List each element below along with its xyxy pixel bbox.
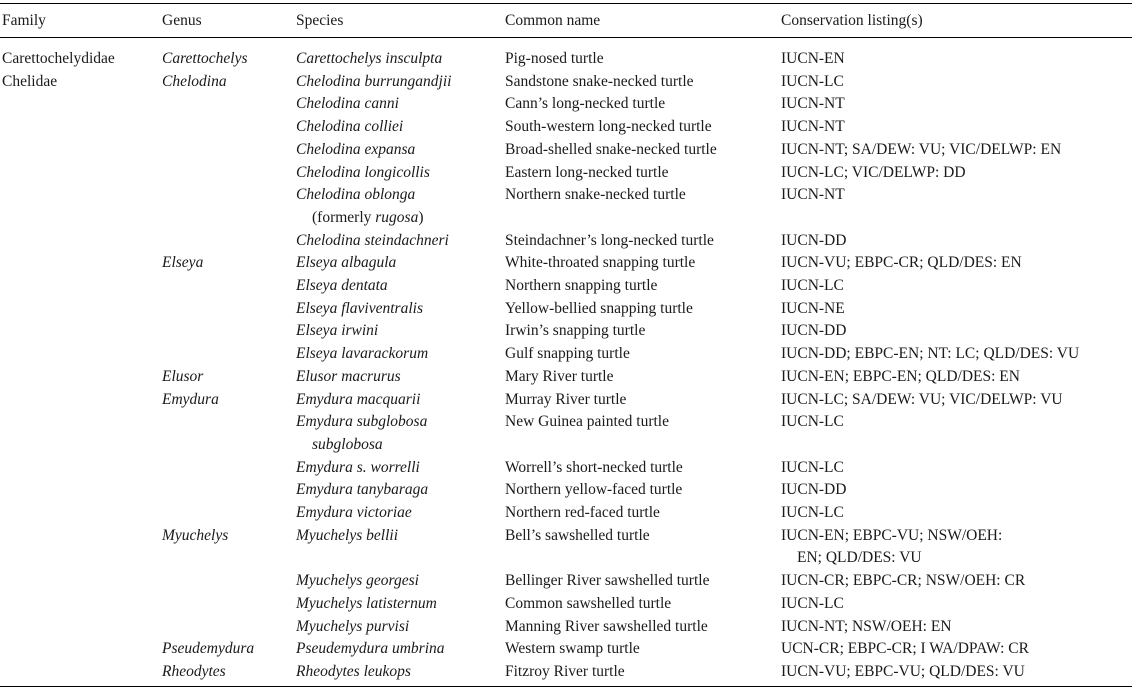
family-cell <box>0 184 160 229</box>
conservation-listing: IUCN-LC <box>781 504 844 522</box>
family-name: Chelidae <box>2 72 58 90</box>
family-cell <box>0 116 160 139</box>
conservation-listing-cell <box>779 38 1132 71</box>
conservation-listing-cell <box>779 343 1132 366</box>
common-name: Steindachner’s long-necked turtle <box>505 231 714 249</box>
table-row <box>0 116 1132 139</box>
common-name-cell <box>503 661 779 684</box>
family-cell <box>0 343 160 366</box>
header-species: Species <box>296 11 344 29</box>
conservation-listing-cell <box>779 525 1132 570</box>
common-name-cell <box>503 570 779 593</box>
table-row <box>0 661 1132 684</box>
family-cell <box>0 616 160 639</box>
common-name-cell <box>503 638 779 661</box>
conservation-listing: IUCN-LC <box>781 594 844 612</box>
table-row <box>0 93 1132 116</box>
conservation-listing: IUCN-LC <box>781 413 844 431</box>
table-row <box>0 298 1132 321</box>
genus-cell <box>160 593 294 616</box>
common-name: Yellow-bellied snapping turtle <box>505 299 693 317</box>
species-name: Emydura subglobosa <box>296 413 428 431</box>
conservation-listing-cell <box>779 616 1132 639</box>
genus-cell <box>160 252 294 275</box>
species-note <box>296 207 503 230</box>
common-name: Common sawshelled turtle <box>505 594 672 612</box>
family-cell <box>0 275 160 298</box>
genus-name: Rheodytes <box>162 662 226 680</box>
common-name-cell <box>503 343 779 366</box>
common-name-cell <box>503 320 779 343</box>
genus-cell <box>160 525 294 570</box>
family-cell <box>0 320 160 343</box>
species-name: Elseya albagula <box>296 254 397 272</box>
conservation-listing-cell <box>779 366 1132 389</box>
species-name: Pseudemydura umbrina <box>296 640 445 658</box>
species-note-italic: rugosa <box>375 208 419 226</box>
genus-cell <box>160 457 294 480</box>
species-name: Rheodytes leukops <box>296 662 411 680</box>
species-cell <box>294 38 503 71</box>
table-row <box>0 162 1132 185</box>
family-cell <box>0 252 160 275</box>
table-row <box>0 502 1132 525</box>
genus-cell <box>160 389 294 412</box>
conservation-listing-cell <box>779 71 1132 94</box>
species-cell <box>294 502 503 525</box>
table-body <box>0 38 1132 684</box>
conservation-listing: IUCN-LC <box>781 72 844 90</box>
table-row <box>0 252 1132 275</box>
common-name: White-throated snapping turtle <box>505 254 696 272</box>
conservation-listing-cell <box>779 230 1132 253</box>
conservation-listing: IUCN-DD; EBPC-EN; NT: LC; QLD/DES: VU <box>781 345 1080 363</box>
genus-cell <box>160 298 294 321</box>
genus-cell <box>160 661 294 684</box>
genus-cell <box>160 320 294 343</box>
conservation-listing-cell <box>779 570 1132 593</box>
common-name: Bellinger River sawshelled turtle <box>505 572 710 590</box>
table-row <box>0 38 1132 71</box>
family-cell <box>0 139 160 162</box>
species-name: Emydura tanybaraga <box>296 481 429 499</box>
family-cell <box>0 230 160 253</box>
species-cell <box>294 479 503 502</box>
common-name: Bell’s sawshelled turtle <box>505 526 650 544</box>
conservation-listing-cell <box>779 320 1132 343</box>
common-name-cell <box>503 116 779 139</box>
species-name: Chelodina oblonga <box>296 186 416 204</box>
table-row <box>0 570 1132 593</box>
species-cell <box>294 252 503 275</box>
conservation-listing-cell <box>779 457 1132 480</box>
header-common-name: Common name <box>505 11 601 29</box>
family-cell <box>0 38 160 71</box>
table-row <box>0 479 1132 502</box>
species-cell <box>294 139 503 162</box>
genus-name: Chelodina <box>162 72 227 90</box>
common-name: New Guinea painted turtle <box>505 413 669 431</box>
family-cell <box>0 411 160 456</box>
genus-cell <box>160 366 294 389</box>
genus-cell <box>160 570 294 593</box>
species-cell <box>294 411 503 456</box>
common-name-cell <box>503 366 779 389</box>
species-cell <box>294 570 503 593</box>
common-name: Pig-nosed turtle <box>505 50 604 67</box>
common-name-cell <box>503 411 779 456</box>
conservation-listing: IUCN-DD <box>781 481 847 499</box>
conservation-listing: IUCN-NT <box>781 95 845 113</box>
species-cell <box>294 71 503 94</box>
common-name-cell <box>503 139 779 162</box>
family-cell <box>0 525 160 570</box>
common-name: Sandstone snake-necked turtle <box>505 72 694 90</box>
conservation-listing-cell <box>779 661 1132 684</box>
conservation-listing: IUCN-LC; VIC/DELWP: DD <box>781 163 966 181</box>
table-row <box>0 343 1132 366</box>
species-cell <box>294 320 503 343</box>
common-name: Eastern long-necked turtle <box>505 163 669 181</box>
conservation-listing: IUCN-EN; EBPC-EN; QLD/DES: EN <box>781 367 1020 385</box>
genus-cell <box>160 230 294 253</box>
common-name-cell <box>503 525 779 570</box>
common-name-cell <box>503 71 779 94</box>
conservation-listing: IUCN-NT; SA/DEW: VU; VIC/DELWP: EN <box>781 140 1062 158</box>
family-cell <box>0 366 160 389</box>
species-name: Elseya lavarackorum <box>296 345 429 363</box>
common-name-cell <box>503 457 779 480</box>
family-cell <box>0 593 160 616</box>
common-name-cell <box>503 479 779 502</box>
species-cell <box>294 366 503 389</box>
conservation-listing-cell <box>779 116 1132 139</box>
species-name: Chelodina colliei <box>296 118 404 136</box>
species-name: Chelodina steindachneri <box>296 231 449 249</box>
genus-cell <box>160 93 294 116</box>
species-cell <box>294 389 503 412</box>
common-name: Western swamp turtle <box>505 640 640 658</box>
conservation-listing: IUCN-NT <box>781 118 845 136</box>
common-name-cell <box>503 593 779 616</box>
genus-cell <box>160 411 294 456</box>
common-name-cell <box>503 252 779 275</box>
genus-name: Elseya <box>162 254 204 272</box>
table-row <box>0 638 1132 661</box>
conservation-listing: IUCN-CR; EBPC-CR; NSW/OEH: CR <box>781 572 1026 590</box>
species-name: Emydura s. worrelli <box>296 458 420 476</box>
common-name-cell <box>503 93 779 116</box>
species-name: Elseya flaviventralis <box>296 299 423 317</box>
conservation-listing-cell <box>779 252 1132 275</box>
table-row <box>0 71 1132 94</box>
conservation-listing-cell <box>779 275 1132 298</box>
species-name: Myuchelys georgesi <box>296 572 419 590</box>
family-cell <box>0 502 160 525</box>
table-row <box>0 411 1132 456</box>
family-cell <box>0 638 160 661</box>
species-name: Elusor macrurus <box>296 367 401 385</box>
family-cell <box>0 389 160 412</box>
conservation-listing: IUCN-EN <box>781 50 845 67</box>
species-cell <box>294 616 503 639</box>
conservation-listing: IUCN-LC; SA/DEW: VU; VIC/DELWP: VU <box>781 390 1063 408</box>
header-genus: Genus <box>162 11 202 29</box>
common-name: Northern yellow-faced turtle <box>505 481 683 499</box>
common-name: Northern snapping turtle <box>505 277 658 295</box>
species-cell <box>294 343 503 366</box>
genus-cell <box>160 184 294 229</box>
genus-cell <box>160 71 294 94</box>
common-name: Northern red-faced turtle <box>505 504 660 522</box>
conservation-listing: IUCN-EN; EBPC-VU; NSW/OEH: <box>781 526 1003 544</box>
common-name-cell <box>503 230 779 253</box>
genus-name: Pseudemydura <box>162 640 255 658</box>
family-cell <box>0 93 160 116</box>
species-name: Chelodina burrungandjii <box>296 72 452 90</box>
family-cell <box>0 479 160 502</box>
conservation-listing-cell <box>779 638 1132 661</box>
conservation-listing-cell <box>779 479 1132 502</box>
family-cell <box>0 570 160 593</box>
species-name: Elseya irwini <box>296 322 379 340</box>
conservation-listing: IUCN-VU; EBPC-CR; QLD/DES: EN <box>781 254 1022 272</box>
genus-cell <box>160 479 294 502</box>
conservation-listing: IUCN-NE <box>781 299 845 317</box>
genus-cell <box>160 38 294 71</box>
table-row <box>0 457 1132 480</box>
common-name: Mary River turtle <box>505 367 614 385</box>
species-name: Emydura macquarii <box>296 390 421 408</box>
family-cell <box>0 298 160 321</box>
common-name: Gulf snapping turtle <box>505 345 630 363</box>
conservation-listing-cell <box>779 502 1132 525</box>
table-row <box>0 525 1132 570</box>
table-row <box>0 275 1132 298</box>
genus-cell <box>160 616 294 639</box>
species-cell <box>294 661 503 684</box>
genus-name: Carettochelys <box>162 50 248 67</box>
genus-cell <box>160 139 294 162</box>
conservation-table <box>0 3 1132 684</box>
table-row <box>0 320 1132 343</box>
common-name: Manning River sawshelled turtle <box>505 617 708 635</box>
genus-cell <box>160 116 294 139</box>
conservation-listing: IUCN-DD <box>781 231 847 249</box>
common-name-cell <box>503 389 779 412</box>
conservation-listing-cell <box>779 162 1132 185</box>
common-name: Fitzroy River turtle <box>505 662 625 680</box>
conservation-listing-continuation: EN; QLD/DES: VU <box>797 549 922 567</box>
family-cell <box>0 457 160 480</box>
common-name-cell <box>503 616 779 639</box>
species-cell <box>294 93 503 116</box>
genus-cell <box>160 275 294 298</box>
species-cell <box>294 162 503 185</box>
species-name: Chelodina longicollis <box>296 163 430 181</box>
header-family: Family <box>2 11 46 29</box>
conservation-listing: IUCN-VU; EBPC-VU; QLD/DES: VU <box>781 662 1025 680</box>
conservation-listing: UCN-CR; EBPC-CR; I WA/DPAW: CR <box>781 640 1029 658</box>
species-cell <box>294 298 503 321</box>
species-note-post: ) <box>418 208 424 226</box>
table-row <box>0 184 1132 229</box>
bottom-rule <box>0 686 1132 687</box>
genus-cell <box>160 502 294 525</box>
table-row <box>0 139 1132 162</box>
species-cell <box>294 457 503 480</box>
species-name: Myuchelys purvisi <box>296 617 410 635</box>
species-name: Carettochelys insculpta <box>296 50 443 67</box>
conservation-listing-cell <box>779 411 1132 456</box>
common-name-cell <box>503 184 779 229</box>
genus-name: Elusor <box>162 367 204 385</box>
common-name-cell <box>503 38 779 71</box>
table-row <box>0 389 1132 412</box>
table-header-row <box>0 4 1132 38</box>
conservation-listing-cell <box>779 298 1132 321</box>
family-cell <box>0 71 160 94</box>
conservation-listing: IUCN-LC <box>781 277 844 295</box>
genus-cell <box>160 343 294 366</box>
conservation-listing: IUCN-LC <box>781 458 844 476</box>
common-name-cell <box>503 502 779 525</box>
genus-cell <box>160 162 294 185</box>
common-name: Cann’s long-necked turtle <box>505 95 666 113</box>
species-name: Chelodina expansa <box>296 140 416 158</box>
species-cell <box>294 275 503 298</box>
species-cell <box>294 116 503 139</box>
conservation-listing-cell <box>779 184 1132 229</box>
conservation-listing-cell <box>779 389 1132 412</box>
common-name: South-western long-necked turtle <box>505 118 712 136</box>
table-row <box>0 230 1132 253</box>
common-name: Murray River turtle <box>505 390 627 408</box>
species-name: Emydura victoriae <box>296 504 412 522</box>
family-cell <box>0 661 160 684</box>
species-cell <box>294 184 503 229</box>
species-cell <box>294 638 503 661</box>
conservation-listing: IUCN-DD <box>781 322 847 340</box>
species-note-pre: (formerly <box>312 208 376 226</box>
family-name: Carettochelydidae <box>2 50 115 67</box>
species-name: Chelodina canni <box>296 95 399 113</box>
common-name-cell <box>503 298 779 321</box>
table-row <box>0 616 1132 639</box>
conservation-listing-cell <box>779 139 1132 162</box>
common-name: Irwin’s snapping turtle <box>505 322 646 340</box>
conservation-listing: IUCN-NT; NSW/OEH: EN <box>781 617 952 635</box>
genus-name: Emydura <box>162 390 219 408</box>
common-name-cell <box>503 275 779 298</box>
conservation-listing: IUCN-NT <box>781 186 845 204</box>
genus-cell <box>160 638 294 661</box>
family-cell <box>0 162 160 185</box>
species-name: Elseya dentata <box>296 277 388 295</box>
table-row <box>0 366 1132 389</box>
species-cell <box>294 525 503 570</box>
species-cell <box>294 593 503 616</box>
conservation-listing-cell <box>779 593 1132 616</box>
common-name: Worrell’s short-necked turtle <box>505 458 683 476</box>
species-name: Myuchelys latisternum <box>296 594 437 612</box>
species-continuation: subglobosa <box>312 435 383 453</box>
common-name: Northern snake-necked turtle <box>505 186 686 204</box>
species-cell <box>294 230 503 253</box>
common-name-cell <box>503 162 779 185</box>
genus-name: Myuchelys <box>162 526 229 544</box>
species-name: Myuchelys bellii <box>296 526 398 544</box>
conservation-listing-cell <box>779 93 1132 116</box>
table-row <box>0 593 1132 616</box>
header-conservation-listing: Conservation listing(s) <box>781 11 923 29</box>
common-name: Broad-shelled snake-necked turtle <box>505 140 717 158</box>
